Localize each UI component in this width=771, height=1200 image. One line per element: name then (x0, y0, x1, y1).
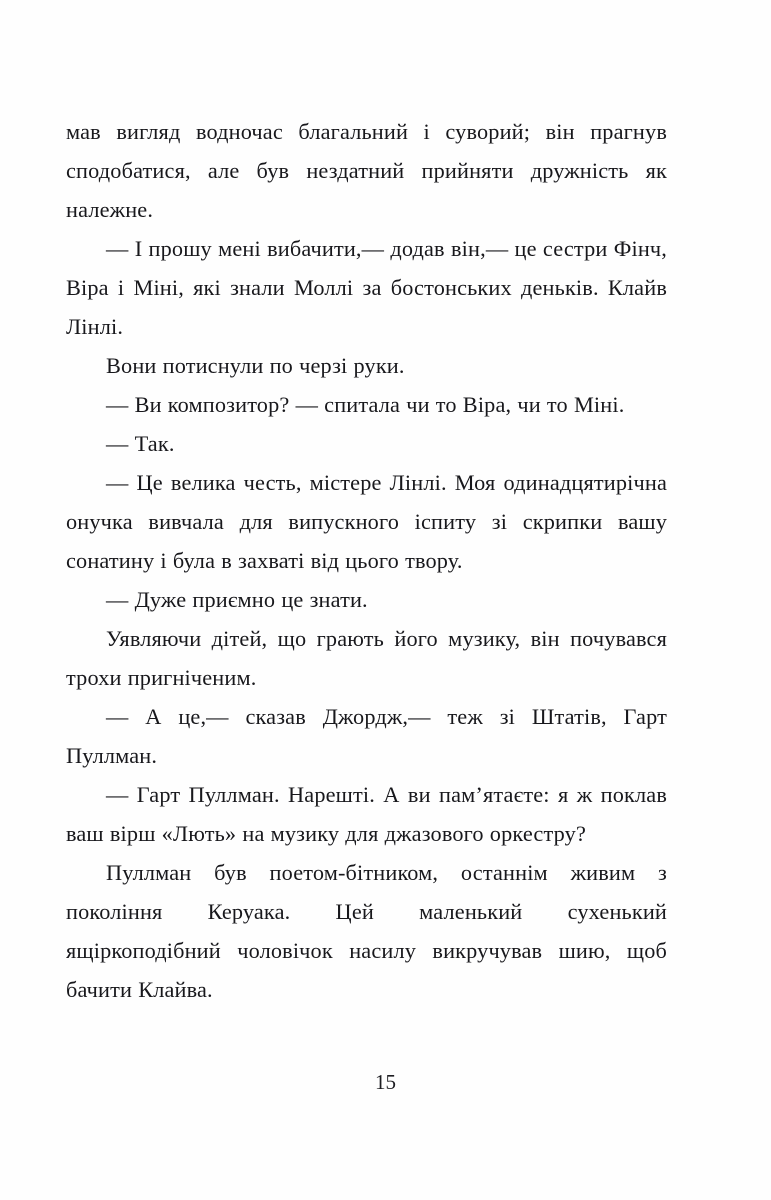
paragraph: Уявляючи дітей, що грають його музику, він почувався трохи пригніченим. (66, 626, 667, 690)
paragraph: — А це,— сказав Джордж,— теж зі Штатів, Гарт Пуллман. (66, 704, 667, 768)
page-text-block (66, 112, 667, 1009)
paragraph: Пуллман був поетом-бітником, останнім живим з покоління Керуака. Цей маленький сухенький ящіркоподібний чоловічок насилу викручував шию, щоб бачити Клайва. (66, 860, 667, 1002)
paragraph: — І прошу мені вибачити,— додав він,— це сестри Фінч, Віра і Міні, які знали Моллі за бостонських деньків. Клайв Лінлі. (66, 236, 667, 339)
paragraph: — Ви композитор? — спитала чи то Віра, чи то Міні. (106, 392, 625, 417)
paragraph: — Так. (106, 431, 175, 456)
paragraph: — Це велика честь, містере Лінлі. Моя одинадцятирічна онучка вивчала для випускного іспиту зі скрипки вашу сонатину і була в захваті від цього твору. (66, 470, 667, 573)
page-number: 15 (375, 1070, 396, 1094)
paragraph: Вони потиснули по черзі руки. (106, 353, 405, 378)
paragraph: мав вигляд водночас благальний і суворий; він прагнув сподобатися, але був нездатний прийняти дружність як належне. (66, 119, 667, 222)
paragraph: — Дуже приємно це знати. (106, 587, 368, 612)
paragraph: — Гарт Пуллман. Нарешті. А ви пам’ятаєте: я ж поклав ваш вірш «Лють» на музику для джазового оркестру? (66, 782, 667, 846)
